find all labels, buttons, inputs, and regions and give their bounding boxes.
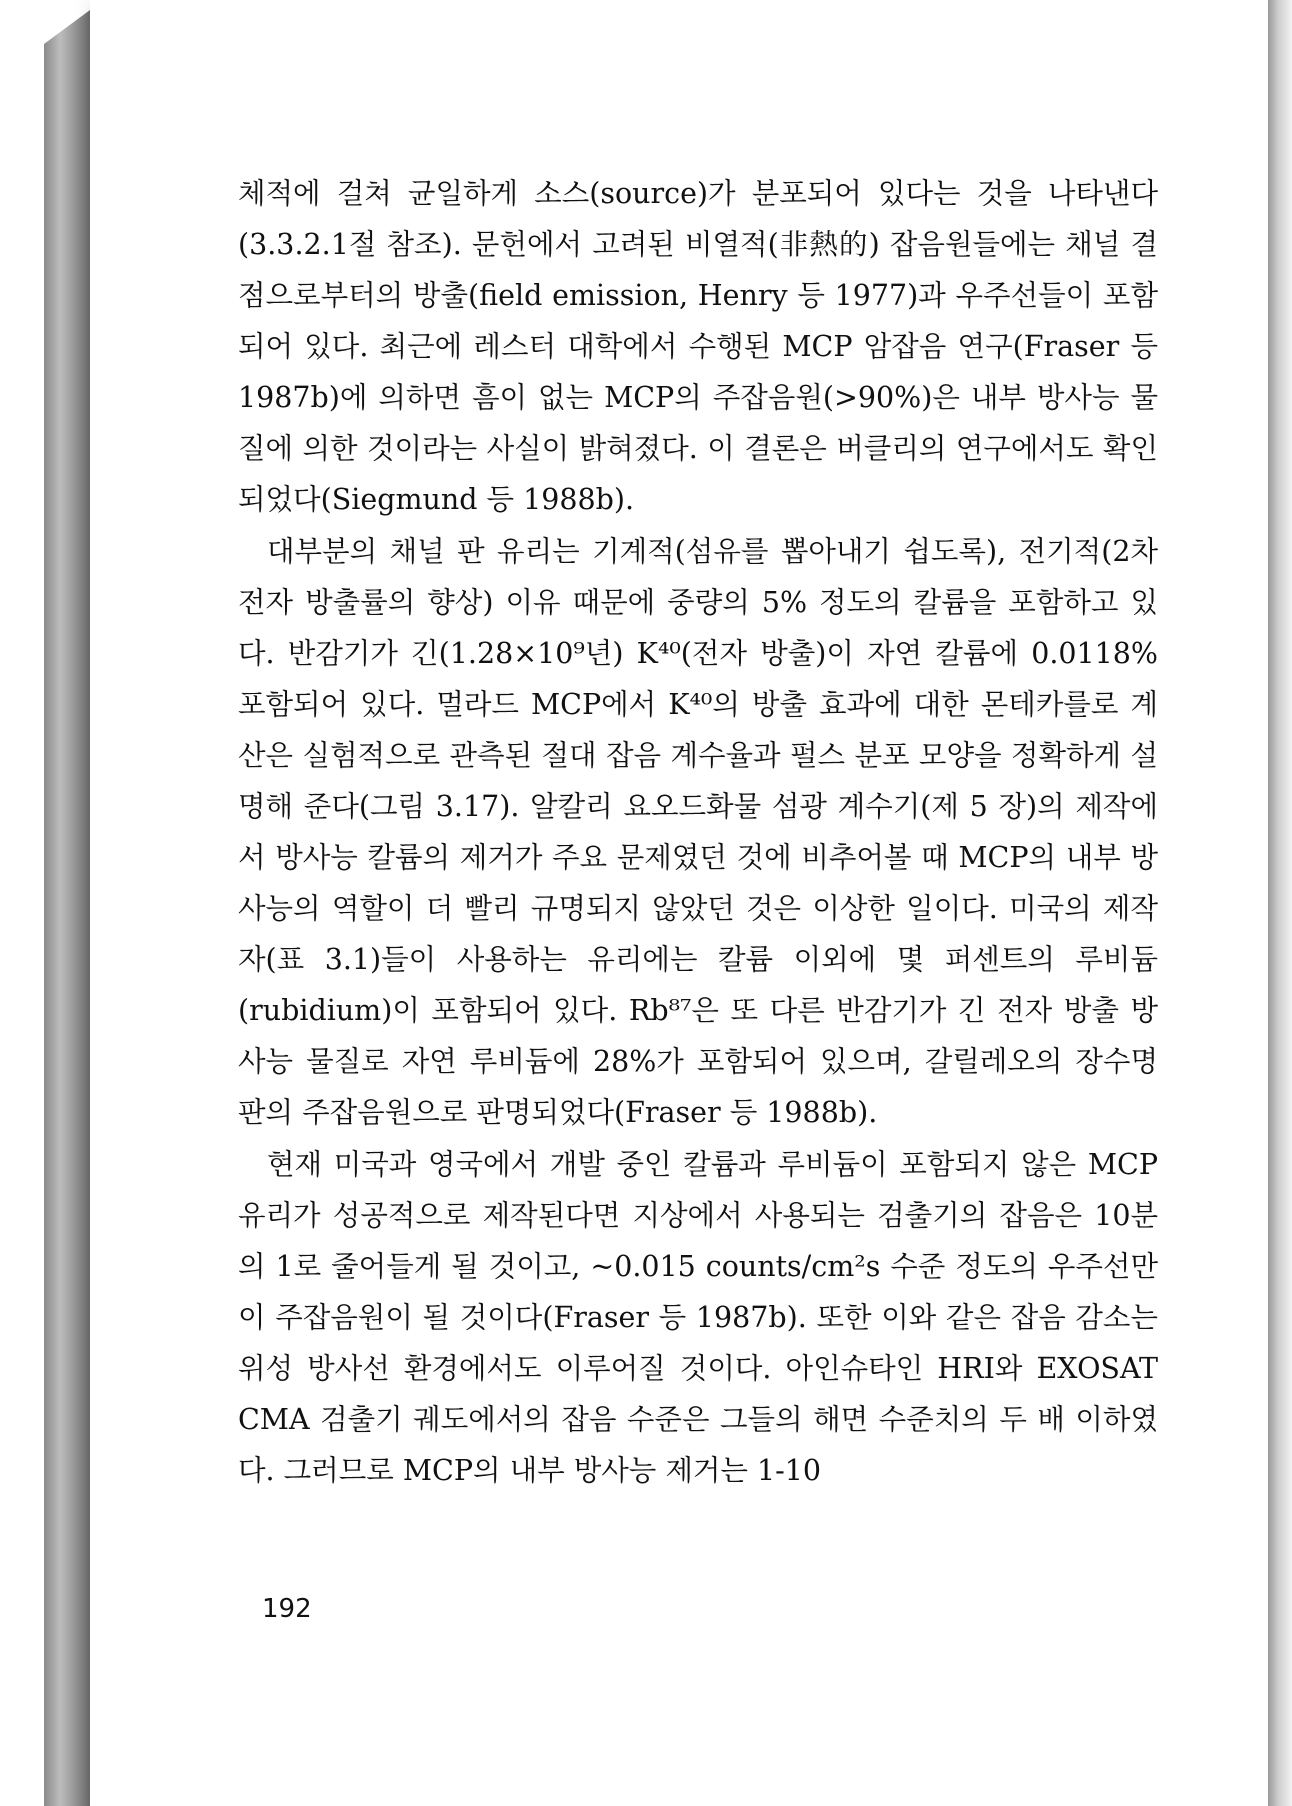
paragraph-3: 현재 미국과 영국에서 개발 중인 칼륨과 루비듐이 포함되지 않은 MCP 유리가 성공적으로 제작된다면 지상에서 사용되는 검출기의 잡음은 10분의 1로 줄어들게 될 것이고, ~0.015 counts/cm²s 수준 정도의 우주선만이 주잡음원이 될 것이다(Fraser 등 1987b). 또한 이와 같은 잡음 감소는 위성 방사선 환경에서도 이루어질 것이다. 아인슈타인 HRI와 EXOSAT CMA 검출기 궤도에서의 잡음 수준은 그들의 해면 수준치의 두 배 이하였다. 그러므로 MCP의 내부 방사능 제거는 1-10 [238, 1148, 1158, 1487]
body-text [238, 168, 1158, 1497]
page-number: 192 [262, 1594, 312, 1624]
page-edge-shadow [1268, 0, 1292, 1806]
paragraph-1: 체적에 걸쳐 균일하게 소스(source)가 분포되어 있다는 것을 나타낸다(3.3.2.1절 참조). 문헌에서 고려된 비열적(非熱的) 잡음원들에는 채널 결점으로부터의 방출(field emission, Henry 등 1977)과 우주선들이 포함되어 있다. 최근에 레스터 대학에서 수행된 MCP 암잡음 연구(Fraser 등 1987b)에 의하면 흠이 없는 MCP의 주잡음원(>90%)은 내부 방사능 물질에 의한 것이라는 사실이 밝혀졌다. 이 결론은 버클리의 연구에서도 확인되었다(Siegmund 등 1988b). [238, 177, 1158, 516]
book-spine-graphic [44, 10, 94, 1806]
book-spine [44, 10, 94, 1806]
paragraph-2: 대부분의 채널 판 유리는 기계적(섬유를 뽑아내기 쉽도록), 전기적(2차 전자 방출률의 향상) 이유 때문에 중량의 5% 정도의 칼륨을 포함하고 있다. 반감기가 긴(1.28×10⁹년) K⁴⁰(전자 방출)이 자연 칼륨에 0.0118% 포함되어 있다. 멀라드 MCP에서 K⁴⁰의 방출 효과에 대한 몬테카를로 계산은 실험적으로 관측된 절대 잡음 계수율과 펄스 분포 모양을 정확하게 설명해 준다(그림 3.17). 알칼리 요오드화물 섬광 계수기(제 5 장)의 제작에서 방사능 칼륨의 제거가 주요 문제였던 것에 비추어볼 때 MCP의 내부 방사능의 역할이 더 빨리 규명되지 않았던 것은 이상한 일이다. 미국의 제작자(표 3.1)들이 사용하는 유리에는 칼륨 이외에 몇 퍼센트의 루비듐(rubidium)이 포함되어 있다. Rb⁸⁷은 또 다른 반감기가 긴 전자 방출 방사능 물질로 자연 루비듐에 28%가 포함되어 있으며, 갈릴레오의 장수명 판의 주잡음원으로 판명되었다(Fraser 등 1988b). [238, 535, 1158, 1129]
